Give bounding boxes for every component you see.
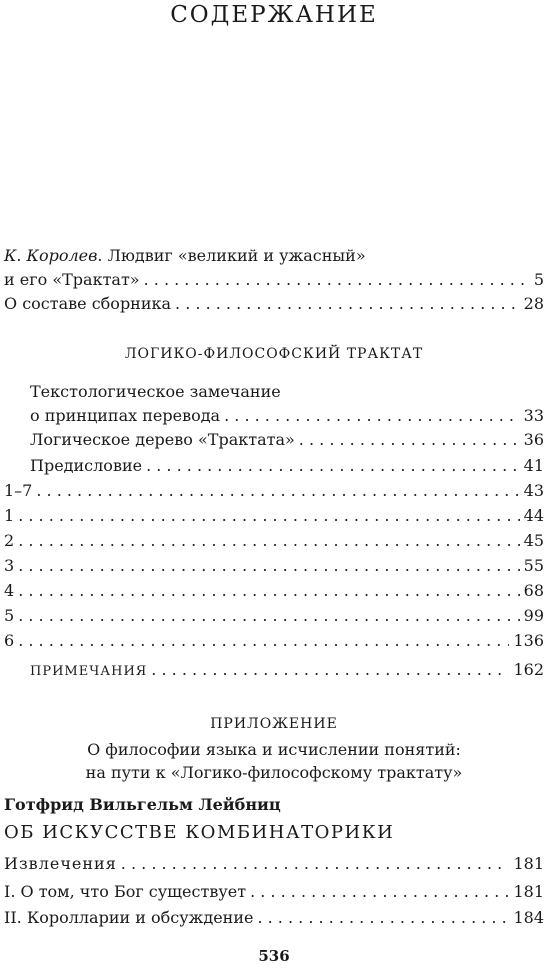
toc-entry-korolev-line1 — [4, 244, 544, 268]
appendix-author: Готфрид Вильгельм Лейбниц — [4, 795, 281, 814]
toc-entry-notes[interactable] — [30, 658, 544, 684]
entry-title: 3 — [4, 556, 15, 575]
page-number: 55 — [523, 556, 544, 575]
page-number: 41 — [523, 456, 544, 475]
page-number: 36 — [523, 430, 544, 449]
entry-title: О составе сборника — [4, 294, 172, 313]
entry-title: 1–7 — [4, 481, 33, 500]
page-title: СОДЕРЖАНИЕ — [170, 2, 378, 28]
toc-entry-korolev[interactable] — [4, 244, 544, 292]
page-number-folio: 536 — [258, 947, 290, 965]
leader-dots — [257, 906, 509, 930]
entry-title: 6 — [4, 631, 15, 650]
toc-entry-preface[interactable] — [30, 454, 544, 478]
entry-title: 4 — [4, 581, 15, 600]
page-number: 184 — [513, 908, 544, 927]
entry-title: 1 — [4, 506, 15, 525]
leader-dots — [144, 268, 530, 292]
toc-entry-part[interactable] — [4, 479, 544, 503]
page-number: 45 — [523, 531, 544, 550]
leader-dots — [299, 428, 520, 452]
page-number: 43 — [523, 481, 544, 500]
page-number: 44 — [523, 506, 544, 525]
entry-title: и его «Трактат» — [4, 270, 140, 289]
leader-dots — [224, 404, 520, 428]
toc-entry-appendix-item[interactable] — [4, 852, 544, 876]
page-number: 162 — [513, 660, 544, 679]
toc-entry-part[interactable] — [4, 529, 544, 553]
leader-dots — [18, 554, 519, 578]
toc-row — [4, 268, 544, 292]
appendix-subtitle-line1: О философии языка и исчислении понятий: — [87, 740, 461, 759]
entry-title: ПРИМЕЧАНИЯ — [30, 664, 148, 679]
toc-entry-tree[interactable] — [30, 428, 544, 452]
page-number: 181 — [513, 882, 544, 901]
section-heading-appendix: ПРИЛОЖЕНИЕ — [210, 716, 338, 732]
leader-dots — [18, 529, 519, 553]
entry-title: II. Королларии и обсуждение — [4, 908, 254, 927]
page-number: 181 — [513, 854, 544, 873]
toc-entry-part[interactable] — [4, 504, 544, 528]
leader-dots — [146, 454, 520, 478]
entry-title: 5 — [4, 606, 15, 625]
toc-entry-appendix-item[interactable] — [4, 880, 544, 904]
entry-title: Предисловие — [30, 456, 143, 475]
entry-title: 2 — [4, 531, 15, 550]
page-number: 5 — [533, 270, 544, 289]
leader-dots — [175, 292, 520, 316]
entry-title: Логическое дерево «Трактата» — [30, 430, 295, 449]
toc-entry-part[interactable] — [4, 579, 544, 603]
toc-entry-part[interactable] — [4, 554, 544, 578]
section-heading-tractatus: ЛОГИКО-ФИЛОСОФСКИЙ ТРАКТАТ — [124, 346, 424, 362]
leader-dots — [121, 852, 510, 876]
toc-entry-composition[interactable] — [4, 292, 544, 316]
appendix-work-title: ОБ ИСКУССТВЕ КОМБИНАТОРИКИ — [4, 822, 395, 843]
page-number: 68 — [523, 581, 544, 600]
leader-dots — [18, 579, 519, 603]
entry-title: Извлечения — [4, 854, 117, 873]
author-name: К. Королев — [4, 246, 98, 265]
toc-entry-part[interactable] — [4, 604, 544, 628]
page-number: 33 — [523, 406, 544, 425]
toc-entry-part[interactable] — [4, 629, 544, 653]
page-number: 99 — [523, 606, 544, 625]
page-number: 136 — [513, 631, 544, 650]
leader-dots — [18, 629, 509, 653]
leader-dots — [18, 504, 519, 528]
toc-entry-appendix-item[interactable] — [4, 906, 544, 930]
leader-dots — [36, 479, 519, 503]
leader-dots — [151, 658, 509, 682]
leader-dots — [18, 604, 519, 628]
entry-title: Текстологическое замечание — [30, 382, 281, 401]
entry-title: . Людвиг «великий и ужасный» — [97, 246, 366, 265]
toc-entry-textological[interactable] — [30, 380, 544, 428]
appendix-subtitle-line2: на пути к «Логико-философскому трактату» — [85, 763, 463, 782]
page-number: 28 — [523, 294, 544, 313]
leader-dots — [250, 880, 509, 904]
entry-title: о принципах перевода — [30, 406, 221, 425]
entry-title: I. О том, что Бог существует — [4, 882, 247, 901]
